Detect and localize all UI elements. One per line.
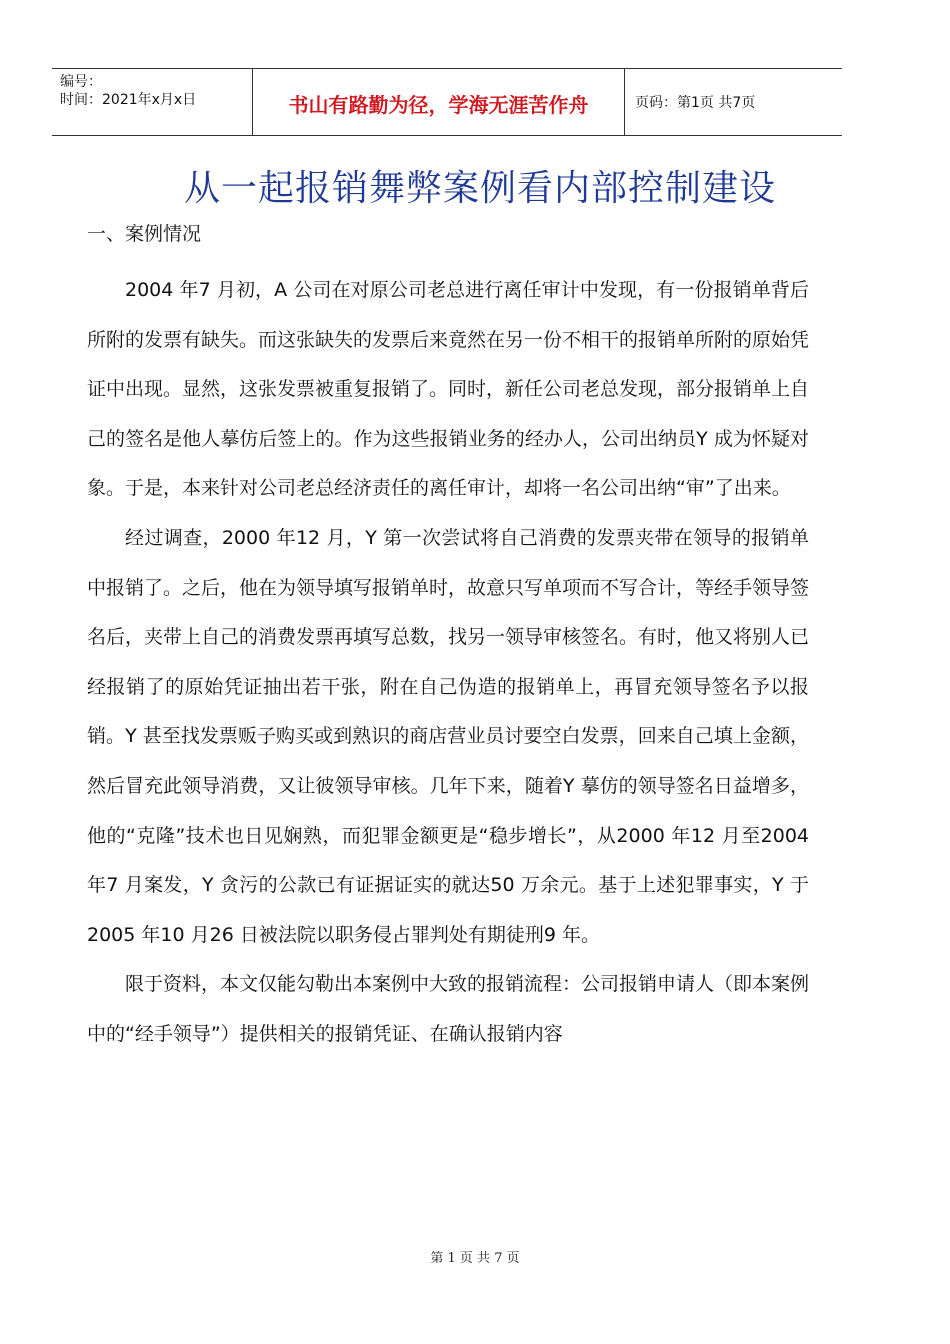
page-footer: 第 1 页 共 7 页 xyxy=(430,1251,520,1266)
document-header xyxy=(52,68,842,136)
document-body xyxy=(87,266,809,1060)
header-meta xyxy=(52,69,253,135)
paragraph: 限于资料，本文仅能勾勒出本案例中大致的报销流程：公司报销申请人（即本案例中的“经手领导”）提供相关的报销凭证、在确认报销内容 xyxy=(87,973,810,1045)
paragraph: 2004 年7 月初，A 公司在对原公司老总进行离任审计中发现，有一份报销单背后所附的发票有缺失。而这张缺失的发票后来竟然在另一份不相干的报销单所附的原始凭证中出现。显然，这张发票被重复报销了。同时，新任公司老总发现，部分报销单上自己的签名是他人摹仿后签上的。作为这些报销业务的经办人，公司出纳员Y 成为怀疑对象。于是，本来针对公司老总经济责任的离任审计，却将一名公司出纳“审”了出来。 xyxy=(87,279,810,500)
header-motto: 书山有路勤为径，学海无涯苦作舟 xyxy=(253,69,625,135)
section-heading: 一、案例情况 xyxy=(87,223,202,245)
paragraph: 经过调查，2000 年12 月，Y 第一次尝试将自己消费的发票夹带在领导的报销单中报销了。之后，他在为领导填写报销单时，故意只写单项而不写合计，等经手领导签名后，夹带上自己的消费发票再填写总数，找另一领导审核签名。有时，他又将别人已经报销了的原始凭证抽出若干张，附在自己伪造的报销单上，再冒充领导签名予以报销。Y 甚至找发票贩子购买或到熟识的商店营业员讨要空白发票，回来自己填上金额，然后冒充此领导消费，又让彼领导审核。几年下来，随着Y 摹仿的领导签名日益增多，他的“克隆”技术也日见娴熟，而犯罪金额更是“稳步增长”，从2000 年12 月至2004 年7 月案发，Y 贪污的公款已有证据证实的就达50 万余元。基于上述犯罪事实，Y 于2005 年10 月26 日被法院以职务侵占罪判处有期徒刑9 年。 xyxy=(87,526,810,946)
header-page-info: 页码：第1页 共7页 xyxy=(635,95,756,111)
number-label: 编号： xyxy=(60,74,102,90)
time-label: 时间：2021年x月x日 xyxy=(60,92,197,108)
document-title: 从一起报销舞弊案例看内部控制建设 xyxy=(183,168,776,209)
